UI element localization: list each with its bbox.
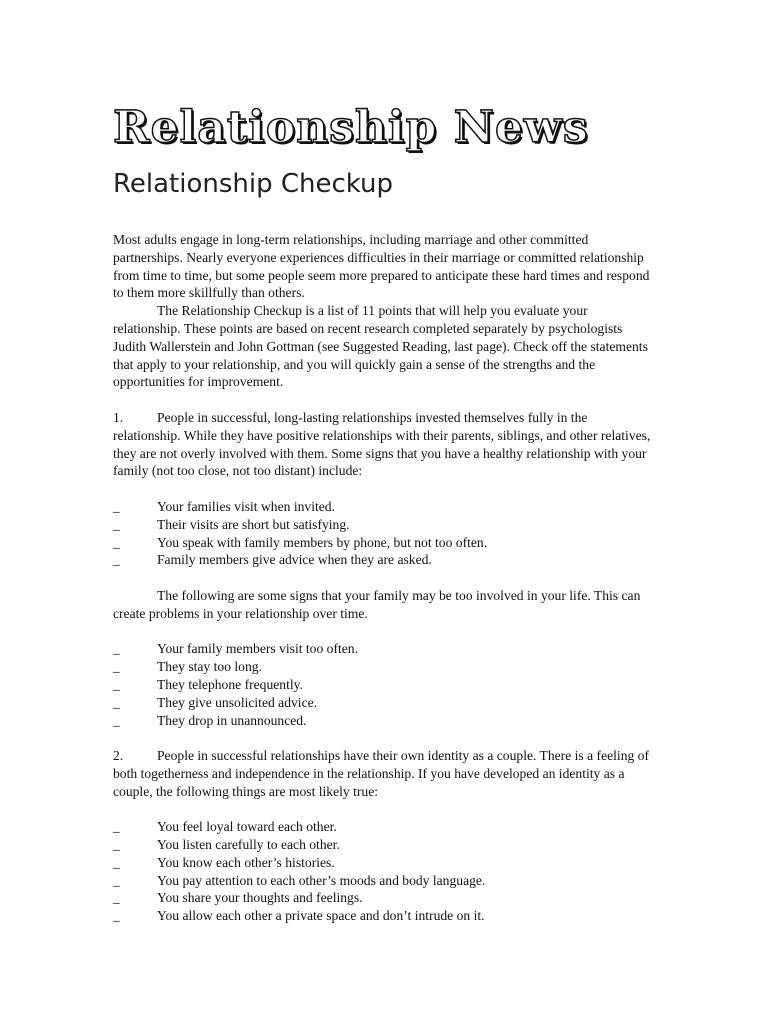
section-1-number: 1. (113, 409, 124, 425)
checklist-item[interactable] (113, 640, 653, 658)
checklist-item-text: Your families visit when invited. (157, 498, 335, 514)
checklist-item[interactable] (113, 676, 653, 694)
checklist-item[interactable] (113, 534, 653, 552)
checkbox-blank[interactable]: _ (113, 641, 120, 657)
checklist-item-text: You pay attention to each other’s moods and body language. (157, 872, 486, 888)
checkbox-blank[interactable]: _ (113, 819, 120, 835)
checkbox-blank[interactable]: _ (113, 552, 120, 568)
checkbox-blank[interactable]: _ (113, 712, 120, 728)
checklist-item[interactable] (113, 712, 653, 730)
article-body (113, 231, 653, 925)
checklist-item-text: You feel loyal toward each other. (157, 819, 337, 835)
spacer (113, 569, 653, 587)
section-1-checklist-2 (113, 640, 653, 729)
newsletter-masthead: Relationship News (113, 102, 589, 153)
checklist-item-text: They stay too long. (157, 659, 262, 675)
intro-paragraph-2: The Relationship Checkup is a list of 11 points that will help you evaluate your relationship. These points are based on recent research completed separately by psychologists Judith Wallerstein and John Gottman (see Suggested Reading, last page). Check off the statements that apply to your relationship, and you will quickly gain a sense of the strengths and the opportunities for improvement. (113, 303, 648, 390)
spacer (113, 729, 653, 747)
section-1-followup: The following are some signs that your family may be too involved in your life. This can create problems in your relationship over time. (113, 587, 641, 621)
checkbox-blank[interactable]: _ (113, 837, 120, 853)
checkbox-blank[interactable]: _ (113, 534, 120, 550)
checkbox-blank[interactable]: _ (113, 498, 120, 514)
section-1-checklist (113, 498, 653, 569)
checklist-item[interactable] (113, 694, 653, 712)
section-2-number: 2. (113, 748, 124, 764)
checklist-item-text: They drop in unannounced. (157, 712, 307, 728)
checkbox-blank[interactable]: _ (113, 676, 120, 692)
checklist-item[interactable] (113, 498, 653, 516)
checklist-item[interactable] (113, 889, 653, 907)
checkbox-blank[interactable]: _ (113, 516, 120, 532)
article-title: Relationship Checkup (113, 169, 394, 199)
checkbox-blank[interactable]: _ (113, 854, 120, 870)
checkbox-blank[interactable]: _ (113, 659, 120, 675)
checkbox-blank[interactable]: _ (113, 872, 120, 888)
checklist-item-text: Your family members visit too often. (157, 641, 358, 657)
checklist-item-text: You listen carefully to each other. (157, 837, 340, 853)
checklist-item-text: You allow each other a private space and don’t intrude on it. (157, 908, 485, 924)
checklist-item-text: Their visits are short but satisfying. (157, 516, 350, 532)
spacer (113, 623, 653, 641)
checklist-item[interactable] (113, 818, 653, 836)
checklist-item[interactable] (113, 872, 653, 890)
checklist-item[interactable] (113, 551, 653, 569)
checklist-item-text: Family members give advice when they are asked. (157, 552, 432, 568)
checklist-item[interactable] (113, 516, 653, 534)
checkbox-blank[interactable]: _ (113, 908, 120, 924)
spacer (113, 801, 653, 819)
checklist-item-text: They telephone frequently. (157, 676, 303, 692)
section-2-checklist (113, 818, 653, 925)
section-1-text: People in successful, long-lasting relationships invested themselves fully in the relationship. While they have positive relationships with their parents, siblings, and other relatives, they are not overly involved with them. Some signs that you have a healthy relationship with your family (not too close, not too distant) include: (113, 409, 651, 479)
checklist-item[interactable] (113, 836, 653, 854)
spacer (113, 391, 653, 409)
section-2-text: People in successful relationships have their own identity as a couple. There is a feeling of both togetherness and independence in the relationship. If you have developed an identity as a couple, the following things are most likely true: (113, 748, 650, 799)
checklist-item[interactable] (113, 907, 653, 925)
section-2-paragraph (113, 747, 653, 800)
intro-paragraph: Most adults engage in long-term relationships, including marriage and other committed partnerships. Nearly everyone experiences difficulties in their marriage or committed relationship from time to time, but some people seem more prepared to anticipate these hard times and respond to them more skillfully than others. (113, 232, 650, 301)
checklist-item-text: You know each other’s histories. (157, 854, 335, 870)
section-1-paragraph (113, 409, 653, 480)
checkbox-blank[interactable]: _ (113, 890, 120, 906)
checklist-item[interactable] (113, 854, 653, 872)
checklist-item-text: You speak with family members by phone, but not too often. (157, 534, 488, 550)
checklist-item[interactable] (113, 658, 653, 676)
spacer (113, 480, 653, 498)
checkbox-blank[interactable]: _ (113, 694, 120, 710)
checklist-item-text: You share your thoughts and feelings. (157, 890, 363, 906)
checklist-item-text: They give unsolicited advice. (157, 694, 318, 710)
